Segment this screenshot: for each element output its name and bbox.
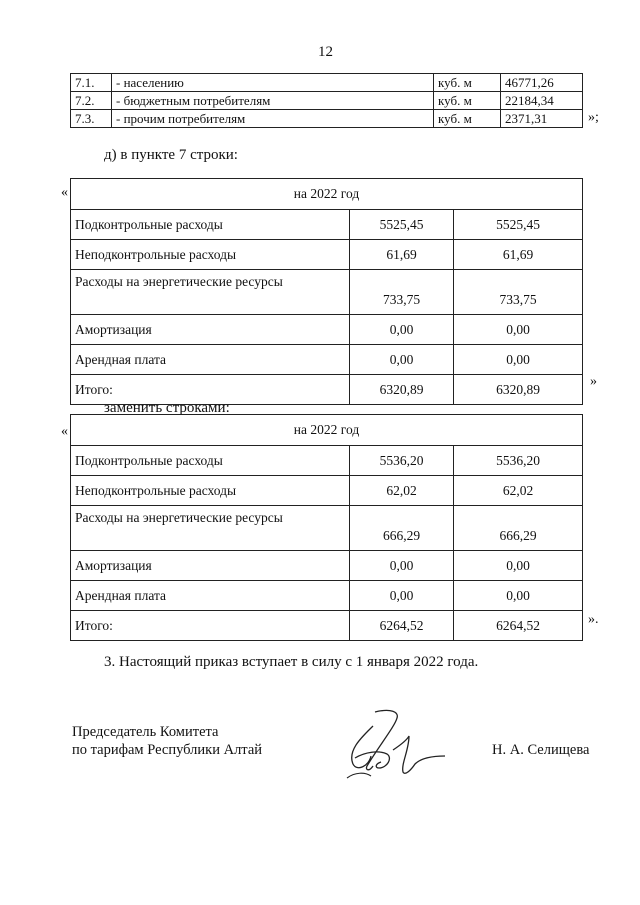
row-value: 733,75 bbox=[454, 270, 583, 315]
clause-3: 3. Настоящий приказ вступает в силу с 1 января 2022 года. bbox=[104, 654, 479, 670]
closing-quote: »; bbox=[588, 110, 599, 125]
row-label: Неподконтрольные расходы bbox=[71, 476, 350, 506]
header-cell: на 2022 год bbox=[71, 179, 583, 210]
instruction-d: д) в пункте 7 строки: bbox=[104, 147, 238, 163]
row-label: Подконтрольные расходы bbox=[71, 210, 350, 240]
row-label: Итого: bbox=[71, 375, 350, 405]
closing-quote: » bbox=[590, 374, 597, 389]
row-label: Расходы на энергетические ресурсы bbox=[71, 506, 350, 551]
row-value: 0,00 bbox=[454, 345, 583, 375]
row-value: 0,00 bbox=[350, 315, 454, 345]
table-row bbox=[71, 506, 583, 551]
new-cost-table bbox=[70, 414, 583, 641]
row-value: 61,69 bbox=[350, 240, 454, 270]
row-value: 666,29 bbox=[350, 506, 454, 551]
row-value: 5525,45 bbox=[350, 210, 454, 240]
table-row bbox=[71, 345, 583, 375]
row-value: 6264,52 bbox=[350, 611, 454, 641]
row-value: 0,00 bbox=[350, 345, 454, 375]
signatory-title-line2: по тарифам Республики Алтай bbox=[72, 742, 263, 758]
table-row bbox=[71, 210, 583, 240]
row-label: - бюджетным потребителям bbox=[112, 92, 434, 110]
instruction-replace: заменить строками: bbox=[104, 400, 230, 416]
table-row bbox=[71, 92, 583, 110]
top-volume-table bbox=[70, 73, 583, 128]
row-value: 733,75 bbox=[350, 270, 454, 315]
header-cell: на 2022 год bbox=[71, 415, 583, 446]
row-unit: куб. м bbox=[434, 110, 501, 128]
row-label: Подконтрольные расходы bbox=[71, 446, 350, 476]
row-number: 7.2. bbox=[71, 92, 112, 110]
row-value: 666,29 bbox=[454, 506, 583, 551]
row-value: 5525,45 bbox=[454, 210, 583, 240]
table-header bbox=[71, 415, 583, 446]
table-row bbox=[71, 270, 583, 315]
row-unit: куб. м bbox=[434, 92, 501, 110]
row-value: 22184,34 bbox=[501, 92, 583, 110]
row-unit: куб. м bbox=[434, 74, 501, 92]
row-label: Арендная плата bbox=[71, 345, 350, 375]
row-value: 0,00 bbox=[454, 315, 583, 345]
row-label: Расходы на энергетические ресурсы bbox=[71, 270, 350, 315]
row-value: 5536,20 bbox=[350, 446, 454, 476]
row-value: 46771,26 bbox=[501, 74, 583, 92]
row-label: Итого: bbox=[71, 611, 350, 641]
table-row bbox=[71, 240, 583, 270]
row-value: 0,00 bbox=[454, 581, 583, 611]
row-value: 6320,89 bbox=[350, 375, 454, 405]
row-label: - прочим потребителям bbox=[112, 110, 434, 128]
signatory-name: Н. А. Селищева bbox=[492, 742, 590, 758]
row-number: 7.3. bbox=[71, 110, 112, 128]
handwritten-signature bbox=[335, 706, 455, 786]
row-label: - населению bbox=[112, 74, 434, 92]
table-row bbox=[71, 446, 583, 476]
row-number: 7.1. bbox=[71, 74, 112, 92]
old-cost-table bbox=[70, 178, 583, 405]
table-row bbox=[71, 315, 583, 345]
signatory-title-line1: Председатель Комитета bbox=[72, 724, 219, 740]
row-value: 0,00 bbox=[350, 581, 454, 611]
row-value: 62,02 bbox=[454, 476, 583, 506]
table-row bbox=[71, 581, 583, 611]
row-value: 62,02 bbox=[350, 476, 454, 506]
table-row bbox=[71, 74, 583, 92]
table-row bbox=[71, 110, 583, 128]
row-value: 6264,52 bbox=[454, 611, 583, 641]
row-value: 6320,89 bbox=[454, 375, 583, 405]
table-row bbox=[71, 476, 583, 506]
closing-quote: ». bbox=[588, 612, 599, 627]
row-value: 0,00 bbox=[350, 551, 454, 581]
table-row bbox=[71, 611, 583, 641]
table-header bbox=[71, 179, 583, 210]
row-value: 61,69 bbox=[454, 240, 583, 270]
opening-quote: « bbox=[61, 185, 68, 200]
row-label: Арендная плата bbox=[71, 581, 350, 611]
row-label: Амортизация bbox=[71, 551, 350, 581]
page-number: 12 bbox=[318, 44, 333, 60]
row-value: 5536,20 bbox=[454, 446, 583, 476]
opening-quote: « bbox=[61, 424, 68, 439]
row-value: 2371,31 bbox=[501, 110, 583, 128]
table-row bbox=[71, 551, 583, 581]
row-value: 0,00 bbox=[454, 551, 583, 581]
row-label: Неподконтрольные расходы bbox=[71, 240, 350, 270]
row-label: Амортизация bbox=[71, 315, 350, 345]
